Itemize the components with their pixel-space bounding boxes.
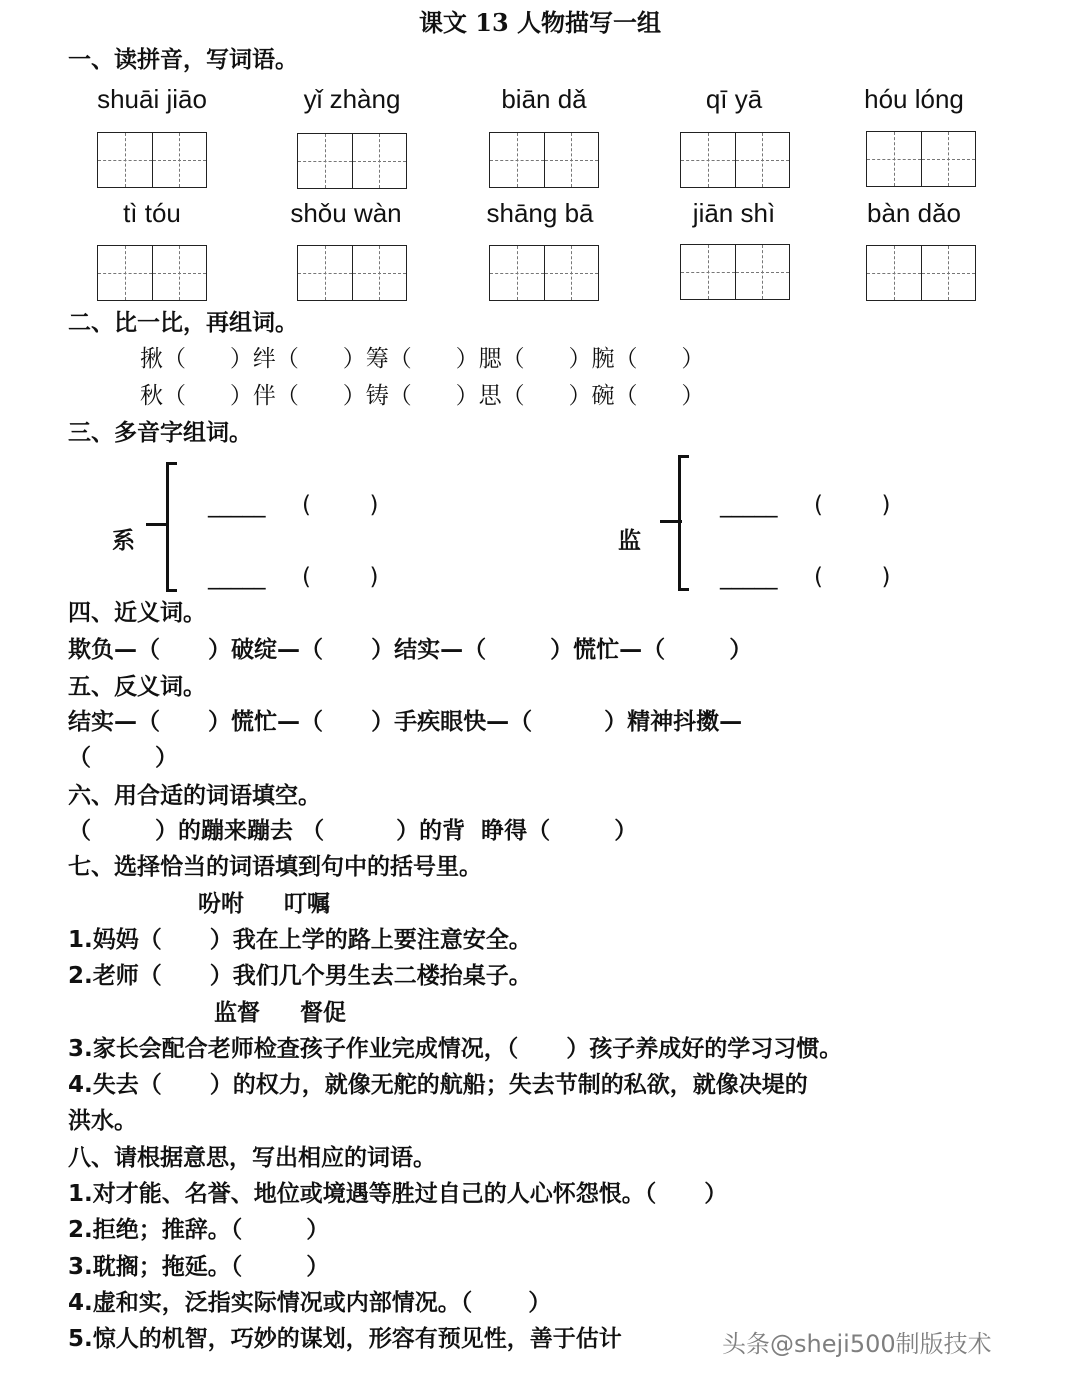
fill-line: （ ）的蹦来蹦去 （ ）的背 睁得（ ） — [68, 818, 638, 844]
section-2-heading: 二、比一比，再组词。 — [68, 310, 298, 336]
writing-grid[interactable] — [489, 132, 599, 188]
section-3-heading: 三、多音字组词。 — [68, 420, 252, 446]
page-title: 课文 13 人物描写一组 — [418, 8, 662, 37]
writing-grid[interactable] — [680, 244, 790, 300]
writing-grid[interactable] — [866, 245, 976, 301]
section-1-heading: 一、读拼音，写词语。 — [68, 47, 298, 73]
antonym-line: （ ） — [68, 745, 179, 771]
pinyin: tì tóu — [123, 198, 181, 228]
question: 洪水。 — [68, 1108, 137, 1134]
pinyin: qī yā — [705, 84, 763, 114]
writing-grid[interactable] — [97, 245, 207, 301]
compare-row: 秋（ ）伴（ ）铸（ ）思（ ）碗（ ） — [140, 383, 705, 409]
polyphone-char: 系 — [112, 528, 135, 554]
pinyin: biān dǎ — [501, 84, 587, 114]
question: 4.虚和实，泛指实际情况或内部情况。（ ） — [68, 1290, 552, 1316]
question: 4.失去（ ）的权力，就像无舵的航船；失去节制的私欲，就像决堤的 — [68, 1072, 808, 1098]
section-5-heading: 五、反义词。 — [68, 674, 206, 700]
polyphone-blank: _____ ( ) — [208, 492, 379, 518]
watermark: 头条@sheji500制版技术 — [722, 1330, 992, 1358]
pinyin: yǐ zhàng — [303, 84, 401, 114]
section-4-heading: 四、近义词。 — [68, 600, 206, 626]
section-8-heading: 八、请根据意思，写出相应的词语。 — [68, 1145, 436, 1171]
pinyin: shāng bā — [486, 198, 594, 228]
question: 2.拒绝；推辞。（ ） — [68, 1217, 330, 1243]
word-choices: 监督 督促 — [214, 1000, 347, 1026]
polyphone-blank: _____ ( ) — [208, 564, 379, 590]
section-7-heading: 七、选择恰当的词语填到句中的括号里。 — [68, 854, 482, 880]
word-choices: 吩咐 叮嘱 — [198, 891, 331, 917]
pinyin: jiān shì — [692, 198, 776, 228]
section-6-heading: 六、用合适的词语填空。 — [68, 783, 321, 809]
pinyin: hóu lóng — [864, 84, 964, 114]
writing-grid[interactable] — [866, 131, 976, 187]
writing-grid[interactable] — [97, 132, 207, 188]
writing-grid[interactable] — [297, 133, 407, 189]
pinyin: shǒu wàn — [290, 198, 402, 228]
question: 3.家长会配合老师检查孩子作业完成情况，（ ）孩子养成好的学习习惯。 — [68, 1036, 843, 1062]
pinyin: bàn dǎo — [867, 198, 961, 228]
question: 1.妈妈（ ）我在上学的路上要注意安全。 — [68, 927, 532, 953]
compare-row: 揪（ ）绊（ ）筹（ ）腮（ ）腕（ ） — [140, 346, 705, 372]
writing-grid[interactable] — [489, 245, 599, 301]
polyphone-char: 监 — [618, 528, 641, 554]
polyphone-blank: _____ ( ) — [720, 492, 891, 518]
polyphone-blank: _____ ( ) — [720, 564, 891, 590]
question: 5.惊人的机智，巧妙的谋划，形容有预见性，善于估计 — [68, 1326, 622, 1352]
writing-grid[interactable] — [297, 245, 407, 301]
synonym-line: 欺负—（ ）破绽—（ ）结实—（ ）慌忙—（ ） — [68, 637, 753, 663]
question: 1.对才能、名誉、地位或境遇等胜过自己的人心怀怨恨。（ ） — [68, 1181, 728, 1207]
writing-grid[interactable] — [680, 132, 790, 188]
question: 2.老师（ ）我们几个男生去二楼抬桌子。 — [68, 963, 532, 989]
question: 3.耽搁；拖延。（ ） — [68, 1254, 330, 1280]
pinyin: shuāi jiāo — [97, 84, 207, 114]
antonym-line: 结实—（ ）慌忙—（ ）手疾眼快—（ ）精神抖擞— — [68, 709, 743, 735]
